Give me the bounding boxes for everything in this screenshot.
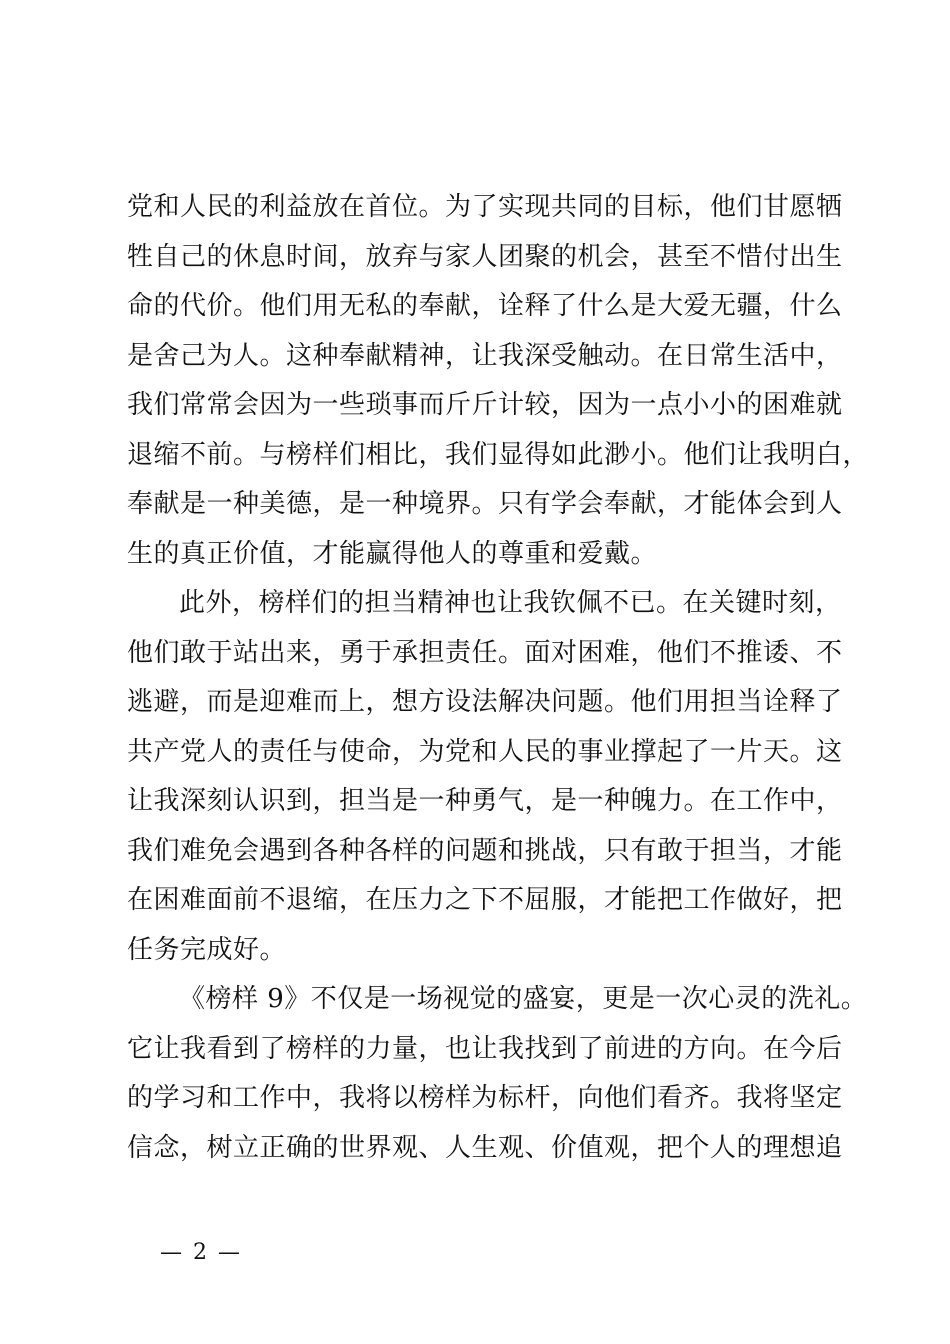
text-line: 党和人民的利益放在首位。为了实现共同的目标，他们甘愿牺 <box>127 192 843 222</box>
page-number: — 2 — <box>160 1240 242 1265</box>
text-line: 《榜样 9》不仅是一场视觉的盛宴，更是一次心灵的洗礼。 <box>179 984 868 1014</box>
text-line: 他们敢于站出来，勇于承担责任。面对困难，他们不推诿、不 <box>127 637 843 668</box>
text-line: 逃避，而是迎难而上，想方设法解决问题。他们用担当诠释了 <box>127 687 843 717</box>
text-line: 是舍己为人。这种奉献精神，让我深受触动。在日常生活中， <box>127 340 843 371</box>
text-line: 我们常常会因为一些琐事而斤斤计较，因为一点小小的困难就 <box>127 390 843 420</box>
text-line: 任务完成好。 <box>127 934 287 965</box>
text-line: 的学习和工作中，我将以榜样为标杆，向他们看齐。我将坚定 <box>127 1083 843 1113</box>
text-line: 在困难面前不退缩，在压力之下不屈服，才能把工作做好，把 <box>127 885 843 915</box>
text-line: 生的真正价值，才能赢得他人的尊重和爱戴。 <box>127 538 658 569</box>
text-line: 信念，树立正确的世界观、人生观、价值观，把个人的理想追 <box>127 1132 843 1163</box>
text-line: 此外，榜样们的担当精神也让我钦佩不已。在关键时刻， <box>179 588 842 618</box>
text-line: 奉献是一种美德，是一种境界。只有学会奉献，才能体会到人 <box>127 489 843 519</box>
body-text <box>127 183 870 1173</box>
text-line: 牲自己的休息时间，放弃与家人团聚的机会，甚至不惜付出生 <box>127 241 843 272</box>
text-line: 我们难免会遇到各种各样的问题和挑战，只有敢于担当，才能 <box>127 835 843 866</box>
text-line: 让我深刻认识到，担当是一种勇气，是一种魄力。在工作中， <box>127 786 843 816</box>
text-line: 退缩不前。与榜样们相比，我们显得如此渺小。他们让我明白， <box>127 439 870 470</box>
text-line: 命的代价。他们用无私的奉献，诠释了什么是大爱无疆，什么 <box>127 291 843 321</box>
text-line: 共产党人的责任与使命，为党和人民的事业撑起了一片天。这 <box>127 736 843 767</box>
text-line: 它让我看到了榜样的力量，也让我找到了前进的方向。在今后 <box>127 1033 843 1064</box>
